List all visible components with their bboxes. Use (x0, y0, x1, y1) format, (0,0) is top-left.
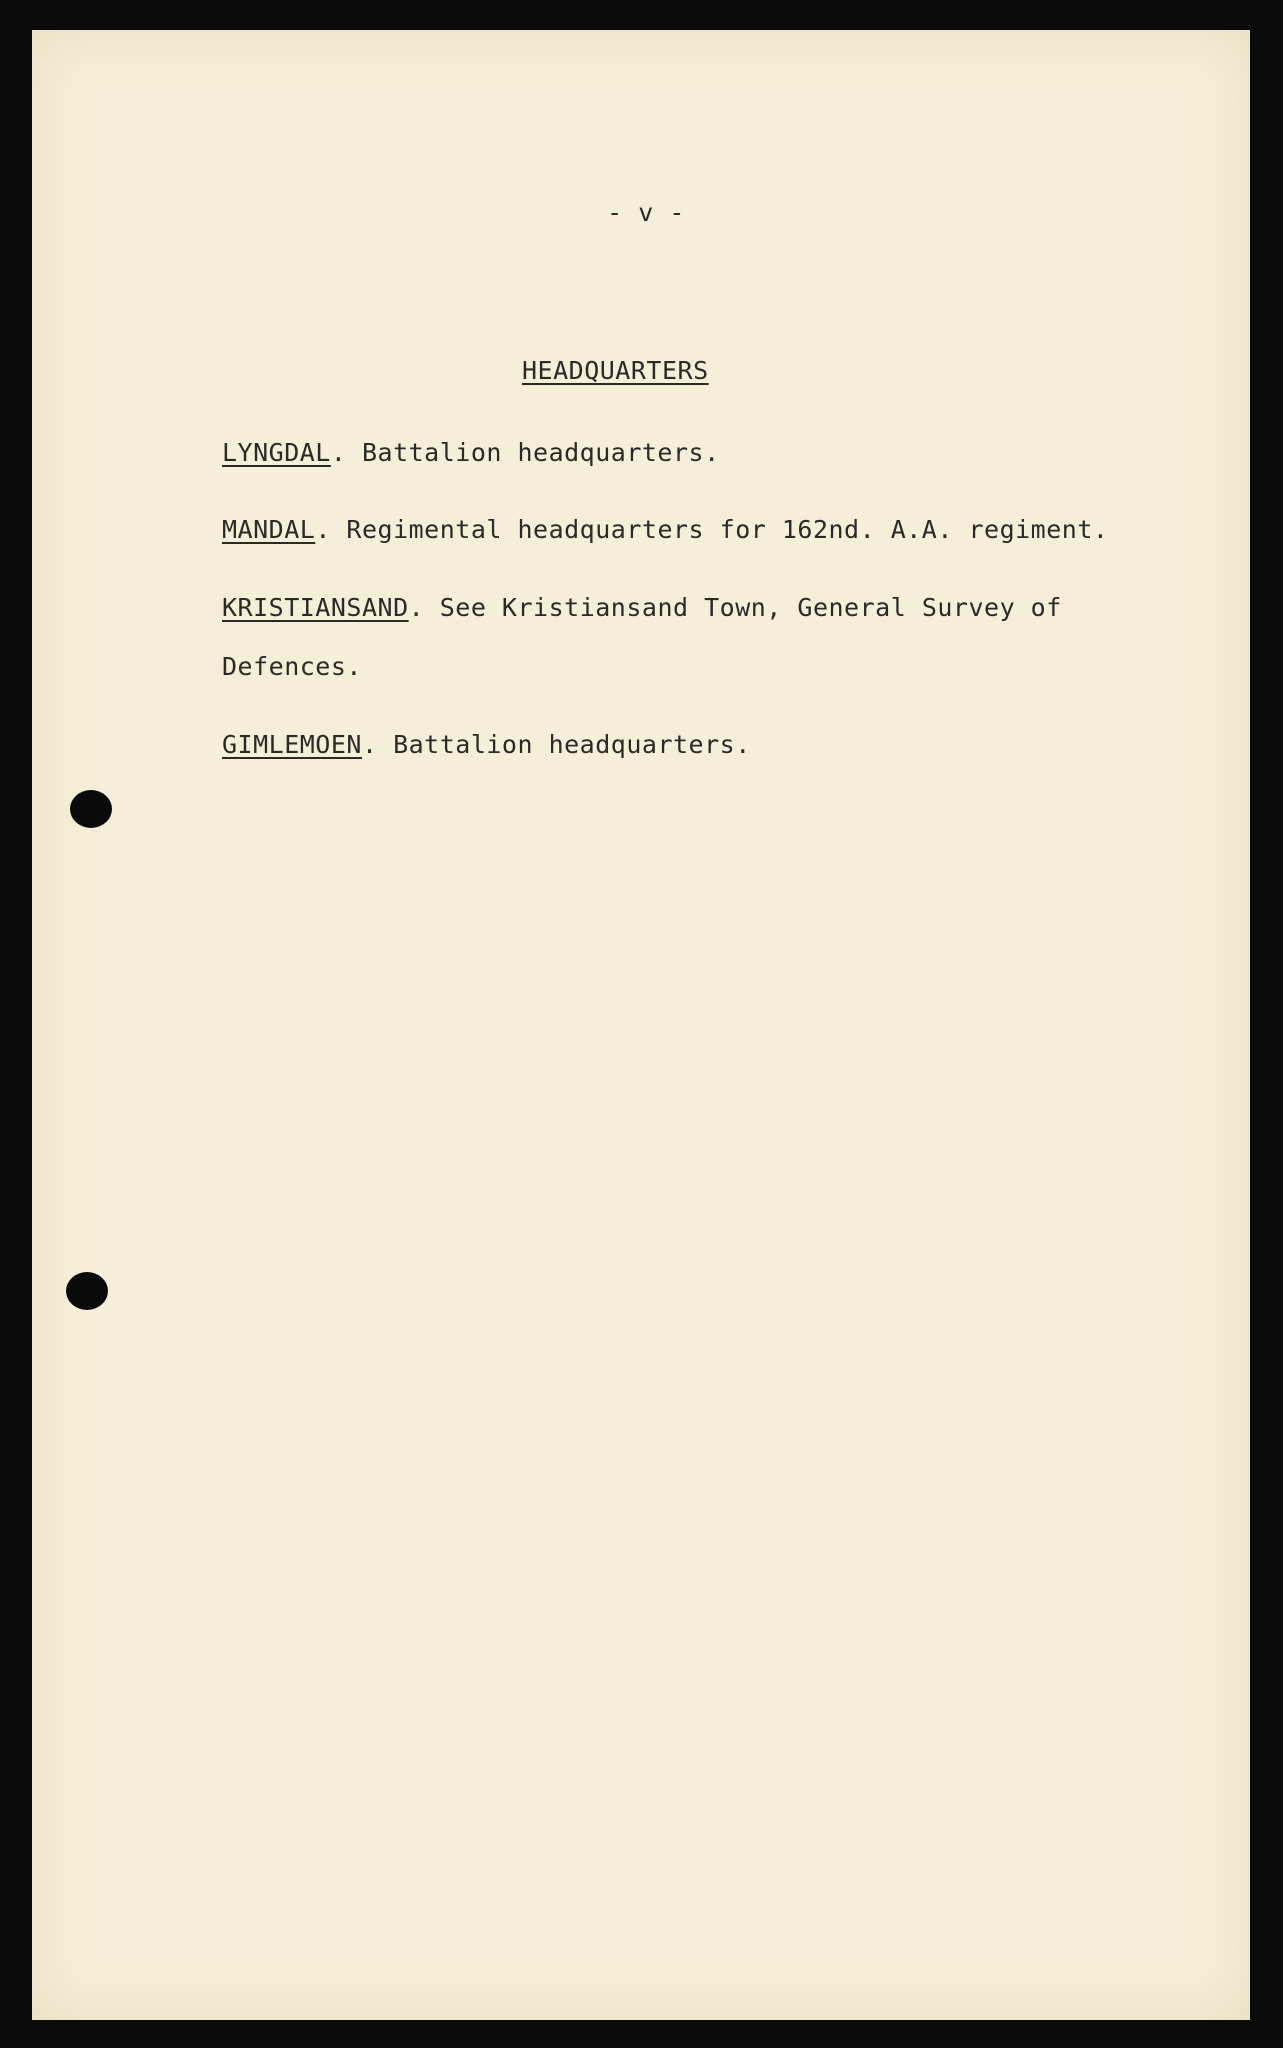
entry-place: KRISTIANSAND (222, 593, 409, 622)
entry-mandal (222, 515, 1108, 544)
entry-lyngdal (222, 438, 720, 467)
entry-text: . Battalion headquarters. (330, 438, 720, 467)
entry-text: . See Kristiansand Town, General Survey of (408, 593, 1062, 622)
document-page (32, 30, 1250, 2020)
page-number: - v - (607, 198, 685, 227)
entry-place: GIMLEMOEN (222, 730, 362, 759)
entry-place: MANDAL (222, 515, 316, 544)
entry-kristiansand (222, 593, 1062, 622)
entry-continuation: Defences. (222, 652, 362, 681)
entry-gimlemoen (222, 730, 751, 759)
entry-place: LYNGDAL (222, 438, 331, 467)
punch-hole-upper (70, 790, 112, 828)
entry-text: . Regimental headquarters for 162nd. A.A. regiment. (315, 515, 1109, 544)
punch-hole-lower (66, 1272, 108, 1310)
section-title: HEADQUARTERS (522, 356, 709, 385)
entry-text: . Battalion headquarters. (361, 730, 751, 759)
